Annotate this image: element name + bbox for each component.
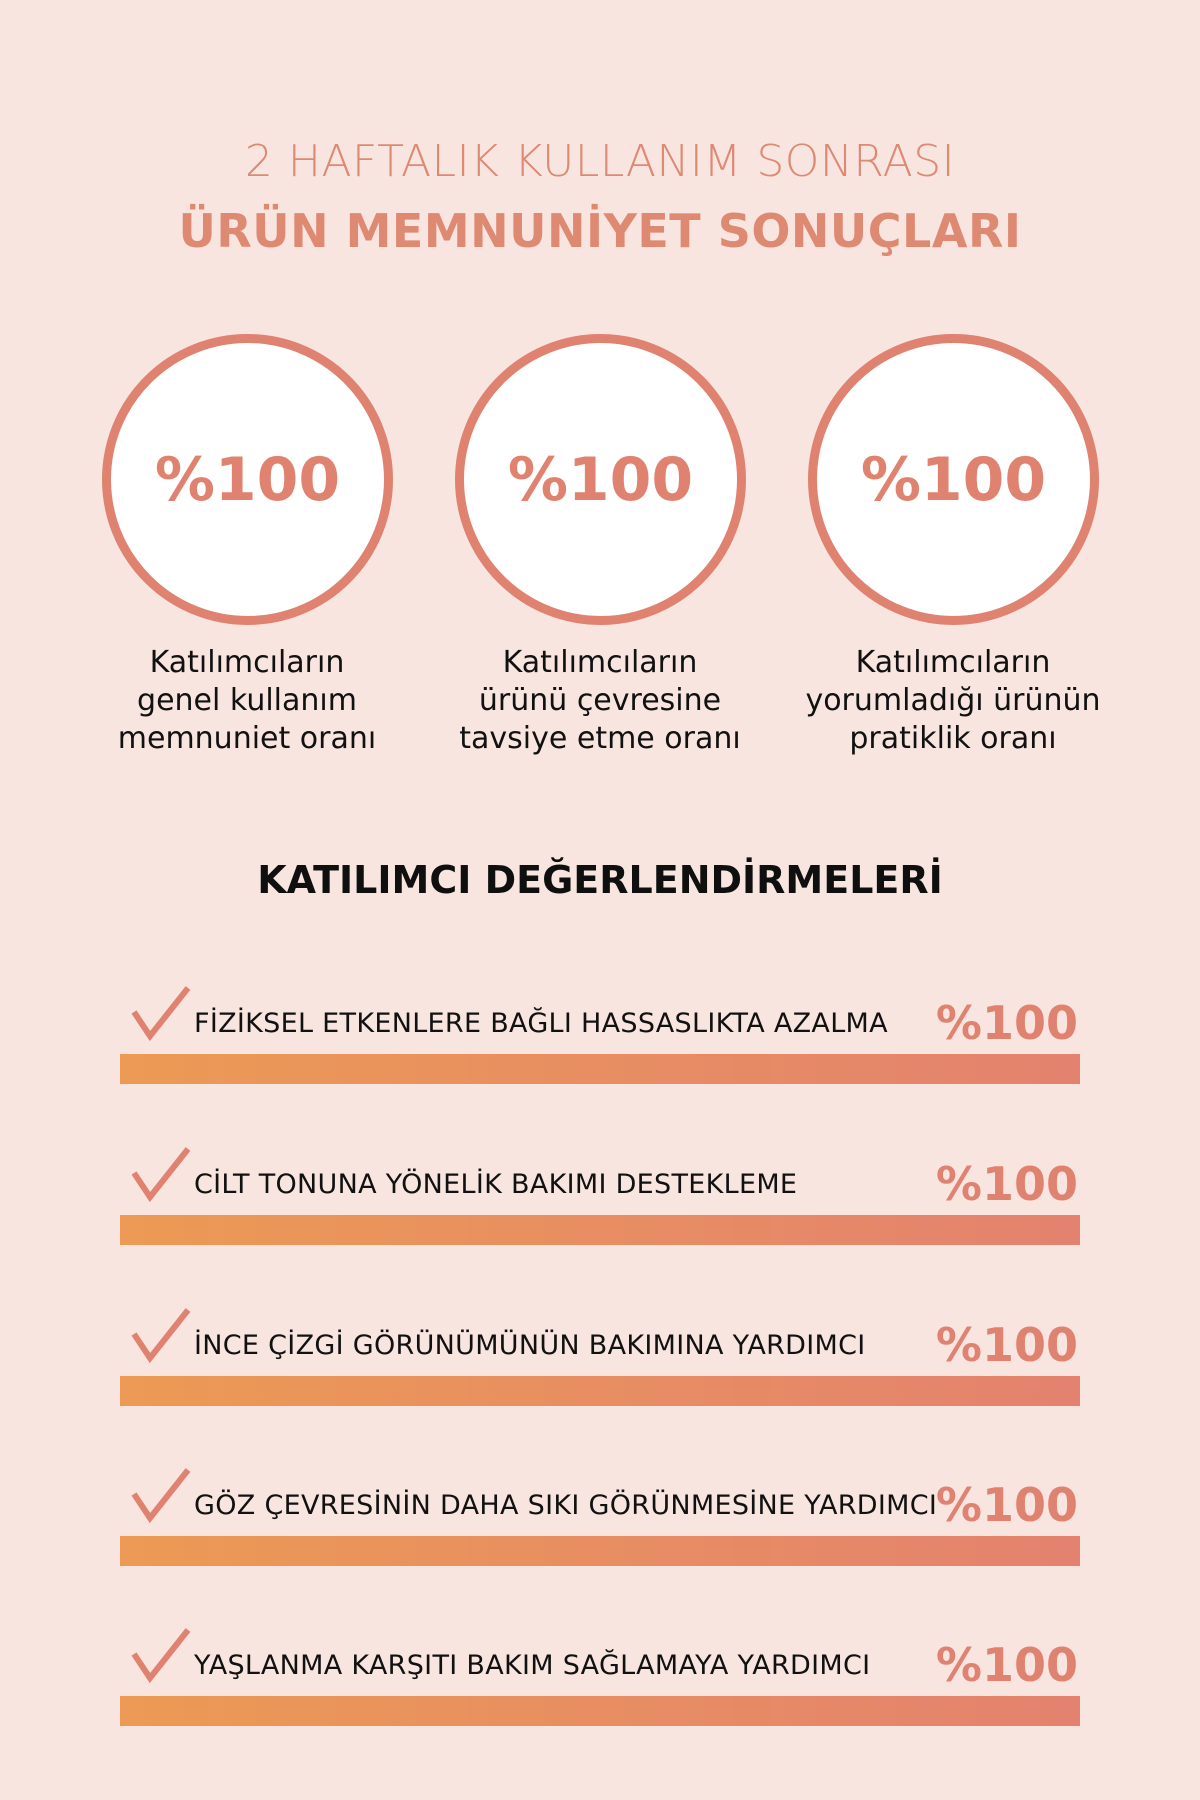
stat-caption-line: memnuniet oranı xyxy=(117,721,377,756)
evaluations-heading: KATILIMCI DEĞERLENDİRMELERİ xyxy=(257,858,943,902)
stat-caption-line: pratiklik oranı xyxy=(849,721,1057,756)
stat-caption-line: Katılımcıların xyxy=(855,645,1051,680)
stat-circle xyxy=(808,334,1099,625)
check-mark-icon xyxy=(130,1466,194,1530)
stat-circle xyxy=(102,334,393,625)
stat-value: %100 xyxy=(860,444,1047,515)
check-mark-icon xyxy=(130,984,194,1048)
evaluation-bar xyxy=(120,1376,1080,1406)
evaluation-percent: %100 xyxy=(935,1318,1078,1372)
evaluation-label: YAŞLANMA KARŞITI BAKIM SAĞLAMAYA YARDIMCI xyxy=(194,1650,871,1681)
evaluation-label: CİLT TONUNA YÖNELİK BAKIMI DESTEKLEME xyxy=(194,1169,798,1200)
evaluation-label: İNCE ÇİZGİ GÖRÜNÜMÜNÜN BAKIMINA YARDIMCI xyxy=(194,1330,866,1361)
stat-caption-line: yorumladığı ürünün xyxy=(805,683,1101,718)
evaluation-bar xyxy=(120,1215,1080,1245)
evaluation-row xyxy=(120,1145,1080,1255)
evaluation-percent: %100 xyxy=(935,1157,1078,1211)
evaluation-row xyxy=(120,1466,1080,1576)
stat-caption-line: Katılımcıların xyxy=(502,645,698,680)
evaluation-percent: %100 xyxy=(935,1478,1078,1532)
evaluation-bar xyxy=(120,1054,1080,1084)
page-subtitle: 2 HAFTALIK KULLANIM SONRASI xyxy=(244,136,956,187)
stat-caption xyxy=(57,644,437,758)
evaluation-bar xyxy=(120,1536,1080,1566)
evaluation-row xyxy=(120,1626,1080,1736)
check-mark-icon xyxy=(130,1306,194,1370)
stat-circle xyxy=(455,334,746,625)
stat-value: %100 xyxy=(154,444,341,515)
evaluation-bar xyxy=(120,1696,1080,1726)
stat-caption-line: ürünü çevresine xyxy=(478,683,722,718)
stat-value: %100 xyxy=(507,444,694,515)
check-mark-icon xyxy=(130,1145,194,1209)
evaluation-percent: %100 xyxy=(935,1638,1078,1692)
stat-caption xyxy=(410,644,790,758)
evaluation-row xyxy=(120,1306,1080,1416)
evaluation-percent: %100 xyxy=(935,996,1078,1050)
evaluation-label: FİZİKSEL ETKENLERE BAĞLI HASSASLIKTA AZALMA xyxy=(194,1008,888,1039)
stat-caption-line: tavsiye etme oranı xyxy=(459,721,741,756)
page-title: ÜRÜN MEMNUNİYET SONUÇLARI xyxy=(178,204,1022,258)
stat-caption-line: Katılımcıların xyxy=(149,645,345,680)
evaluation-label: GÖZ ÇEVRESİNİN DAHA SIKI GÖRÜNMESİNE YARDIMCI xyxy=(194,1490,938,1521)
stat-caption-line: genel kullanım xyxy=(137,683,357,718)
stat-caption xyxy=(763,644,1143,758)
evaluation-row xyxy=(120,984,1080,1094)
check-mark-icon xyxy=(130,1626,194,1690)
